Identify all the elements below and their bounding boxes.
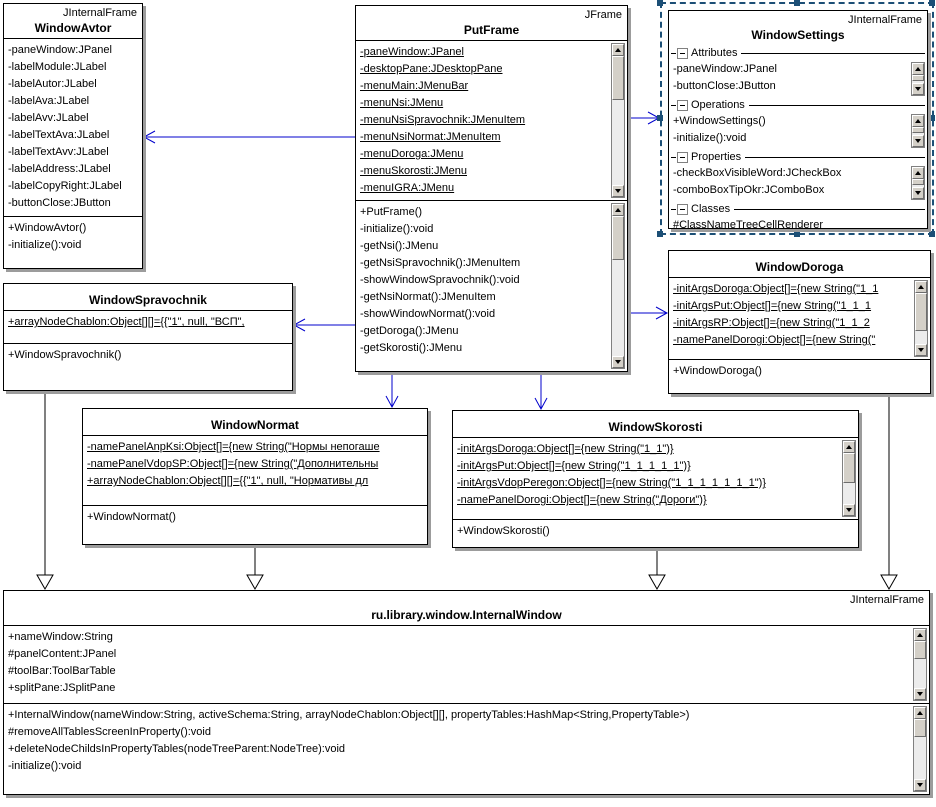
section-attributes-toggle[interactable]: Attributes <box>669 45 927 61</box>
triangle-up-icon <box>846 445 852 449</box>
member-row: -getNsiSpravochnik():JMenuItem <box>360 257 521 269</box>
scrollbar[interactable] <box>911 62 925 96</box>
scroll-track[interactable] <box>914 737 926 779</box>
scroll-thumb[interactable] <box>843 453 855 483</box>
scroll-up-button[interactable] <box>612 204 624 216</box>
scroll-up-button[interactable] <box>914 707 926 719</box>
operations-group <box>669 113 927 149</box>
attributes-compartment <box>453 437 858 519</box>
member-row: +WindowAvtor() <box>8 222 87 234</box>
association-putframe-windownormat[interactable] <box>386 372 398 407</box>
triangle-up-icon <box>917 711 923 715</box>
member-row: -initialize():void <box>8 239 82 251</box>
member-row: +deleteNodeChildsInPropertyTables(nodeTreeParent:NodeTree):void <box>8 743 346 755</box>
member-row: +arrayNodeChablon:Object[][]={{"1", null, "ВСП", <box>8 316 245 328</box>
attributes-compartment <box>669 277 930 359</box>
member-row: -initArgsDoroga:Object[]={new String("1_1 <box>673 283 879 295</box>
association-putframe-windowdoroga[interactable] <box>628 307 667 319</box>
attributes-compartment <box>4 38 142 216</box>
scrollbar[interactable] <box>911 166 925 200</box>
scroll-up-button[interactable] <box>912 167 924 179</box>
class-header <box>4 284 292 310</box>
association-putframe-windowsettings[interactable] <box>628 112 659 124</box>
properties-group <box>669 165 927 201</box>
class-window-spravochnik[interactable] <box>3 283 293 391</box>
scroll-down-button[interactable] <box>914 688 926 700</box>
member-row: +InternalWindow(nameWindow:String, activeSchema:String, arrayNodeChablon:Object[][], propertyTables:HashMap<String,PropertyTable>) <box>8 709 690 721</box>
selection-handle[interactable] <box>794 231 800 237</box>
member-row: -desktopPane:JDesktopPane <box>360 63 503 75</box>
scroll-track[interactable] <box>914 659 926 688</box>
generalization-windownormat-internalwindow[interactable] <box>247 545 263 589</box>
selection-handle[interactable] <box>929 231 935 237</box>
scroll-up-button[interactable] <box>843 441 855 453</box>
member-row: -initArgsDoroga:Object[]={new String("1_1")} <box>457 443 674 455</box>
member-row: -buttonClose:JButton <box>8 197 111 209</box>
triangle-down-icon <box>915 87 921 91</box>
scroll-track[interactable] <box>843 483 855 504</box>
member-row: -labelAvv:JLabel <box>8 112 89 124</box>
scrollbar[interactable] <box>611 203 625 369</box>
operations-compartment <box>453 519 858 547</box>
generalization-windowskorosti-internalwindow[interactable] <box>649 548 665 589</box>
selection-handle[interactable] <box>657 115 663 121</box>
triangle-up-icon <box>915 171 921 175</box>
member-row: -getNsiNormat():JMenuItem <box>360 291 496 303</box>
scroll-up-button[interactable] <box>912 63 924 75</box>
triangle-down-icon <box>917 783 923 787</box>
collapse-icon[interactable] <box>677 48 688 59</box>
attributes-compartment <box>4 310 292 343</box>
scroll-up-button[interactable] <box>914 629 926 641</box>
member-row: +WindowDoroga() <box>673 365 762 377</box>
triangle-up-icon <box>915 119 921 123</box>
class-putframe[interactable] <box>355 5 628 372</box>
class-window-normat[interactable] <box>82 408 428 545</box>
scroll-down-button[interactable] <box>843 504 855 516</box>
section-operations-toggle[interactable]: Operations <box>669 97 927 113</box>
rule-line <box>745 157 925 158</box>
scroll-thumb[interactable] <box>915 293 927 331</box>
member-row: -menuNsiNormat:JMenuItem <box>360 131 501 143</box>
member-row: -menuNsi:JMenu <box>360 97 444 109</box>
scroll-down-button[interactable] <box>912 83 924 95</box>
member-row: -menuDoroga:JMenu <box>360 148 464 160</box>
member-row: -menuNsiSpravochnik:JMenuItem <box>360 114 526 126</box>
stereotype-label: JInternalFrame <box>63 7 137 19</box>
scroll-up-button[interactable] <box>915 281 927 293</box>
triangle-down-icon <box>615 360 621 364</box>
triangle-up-icon <box>915 67 921 71</box>
member-row: -initialize():void <box>673 132 747 144</box>
tick-line <box>671 157 676 158</box>
member-row: -menuMain:JMenuBar <box>360 80 469 92</box>
class-name: WindowSpravochnik <box>89 293 207 307</box>
scroll-down-button[interactable] <box>912 187 924 199</box>
member-row: -labelAddress:JLabel <box>8 163 111 175</box>
scroll-track[interactable] <box>612 260 624 356</box>
member-row: -labelTextAva:JLabel <box>8 129 110 141</box>
collapse-icon[interactable] <box>677 152 688 163</box>
scrollbar[interactable] <box>911 114 925 148</box>
scroll-down-button[interactable] <box>914 779 926 791</box>
member-row: +WindowNormat() <box>87 511 176 523</box>
triangle-up-icon <box>917 633 923 637</box>
member-row: -menuSkorosti:JMenu <box>360 165 467 177</box>
rule-line <box>741 53 925 54</box>
member-row: -namePanelAnpKsi:Object[]={new String("Нормы непогаше <box>87 441 380 453</box>
triangle-down-icon <box>917 692 923 696</box>
tick-line <box>671 105 676 106</box>
member-row: -initArgsRP:Object[]={new String("1_1_2 <box>673 317 870 329</box>
scroll-down-button[interactable] <box>612 185 624 197</box>
class-name: WindowNormat <box>211 418 299 432</box>
member-row: -showWindowSpravochnik():void <box>360 274 520 286</box>
member-row: -getSkorosti():JMenu <box>360 342 463 354</box>
tick-line <box>671 53 676 54</box>
member-row: +WindowSpravochnik() <box>8 349 122 361</box>
selection-handle[interactable] <box>657 0 663 6</box>
selection-handle[interactable] <box>929 115 935 121</box>
class-window-skorosti[interactable] <box>452 410 859 548</box>
generalization-windowspravochnik-internalwindow[interactable] <box>37 392 53 589</box>
member-row: #ClassNameTreeCellRenderer <box>673 219 823 228</box>
triangle-down-icon <box>918 348 924 352</box>
operations-compartment <box>356 200 627 371</box>
member-row: -initArgsPut:Object[]={new String("1_1_1_1_1")} <box>457 460 691 472</box>
operations-compartment <box>4 343 292 390</box>
class-window-doroga[interactable] <box>668 250 931 394</box>
scrollbar[interactable] <box>913 706 927 792</box>
operations-compartment <box>4 703 929 794</box>
association-putframe-windowskorosti[interactable] <box>535 372 547 409</box>
class-name: WindowDoroga <box>755 260 844 274</box>
member-row: -labelAutor:JLabel <box>8 78 97 90</box>
member-row: -initialize():void <box>8 760 82 772</box>
section-classes-toggle[interactable]: Classes <box>669 201 927 217</box>
scroll-up-button[interactable] <box>612 44 624 56</box>
member-row: +PutFrame() <box>360 206 423 218</box>
association-putframe-windowspravochnik[interactable] <box>294 319 355 331</box>
operations-compartment <box>4 216 142 268</box>
member-row: -getDoroga():JMenu <box>360 325 459 337</box>
stereotype-label: JFrame <box>584 9 622 21</box>
class-header <box>4 591 929 625</box>
scroll-thumb[interactable] <box>914 641 926 659</box>
member-row: +WindowSettings() <box>673 115 766 127</box>
member-row: -buttonClose:JButton <box>673 80 776 92</box>
scrollbar[interactable] <box>913 628 927 701</box>
scroll-down-button[interactable] <box>915 344 927 356</box>
operations-compartment <box>83 505 427 544</box>
member-row: -checkBoxVisibleWord:JCheckBox <box>673 167 842 179</box>
scroll-thumb[interactable] <box>914 719 926 737</box>
class-header <box>83 409 427 435</box>
class-name: ru.library.window.InternalWindow <box>371 608 562 622</box>
association-putframe-windowavtor[interactable] <box>144 131 355 143</box>
member-row: +splitPane:JSplitPane <box>8 682 116 694</box>
scroll-thumb[interactable] <box>612 216 624 260</box>
generalization-windowdoroga-internalwindow[interactable] <box>881 394 897 589</box>
attributes-compartment <box>4 625 929 703</box>
member-row: -namePanelVdopSP:Object[]={new String("Дополнительны <box>87 458 379 470</box>
class-header <box>669 11 927 45</box>
triangle-up-icon <box>918 285 924 289</box>
member-row: +nameWindow:String <box>8 631 113 643</box>
member-row: -initArgsVdopPeregon:Object[]={new String("1_1_1_1_1_1_1")} <box>457 477 766 489</box>
scroll-up-button[interactable] <box>912 115 924 127</box>
class-name: WindowAvtor <box>34 21 112 35</box>
rule-line <box>749 105 925 106</box>
collapse-icon[interactable] <box>677 204 688 215</box>
member-row: +arrayNodeChablon:Object[][]={{"1", null, "Нормативы дл <box>87 475 369 487</box>
member-row: -namePanelDorogi:Object[]={new String(" <box>673 334 876 346</box>
scroll-down-button[interactable] <box>612 356 624 368</box>
member-row: -initialize():void <box>360 223 434 235</box>
selection-handle[interactable] <box>929 0 935 6</box>
class-name: WindowSettings <box>751 28 845 42</box>
rule-line <box>734 209 925 210</box>
member-row: -paneWindow:JPanel <box>8 44 112 56</box>
class-header <box>356 6 627 40</box>
scrollbar[interactable] <box>914 280 928 357</box>
tick-line <box>671 209 676 210</box>
collapse-icon[interactable] <box>677 100 688 111</box>
attributes-compartment <box>356 40 627 200</box>
member-row: -namePanelDorogi:Object[]={new String("Дороги")} <box>457 494 707 506</box>
scroll-track[interactable] <box>612 100 624 185</box>
member-row: #panelContent:JPanel <box>8 648 117 660</box>
class-header <box>669 251 930 277</box>
member-row: -labelModule:JLabel <box>8 61 107 73</box>
selection-handle[interactable] <box>657 231 663 237</box>
triangle-up-icon <box>615 208 621 212</box>
selection-handle[interactable] <box>794 0 800 6</box>
class-window-settings[interactable] <box>668 10 928 229</box>
attributes-compartment <box>83 435 427 505</box>
member-row: +WindowSkorosti() <box>457 525 550 537</box>
member-row: -labelCopyRight:JLabel <box>8 180 122 192</box>
class-name: PutFrame <box>463 23 520 37</box>
scrollbar[interactable] <box>842 440 856 517</box>
member-row: -menuIGRA:JMenu <box>360 182 455 194</box>
class-name: WindowSkorosti <box>608 420 703 434</box>
operations-compartment <box>669 359 930 393</box>
triangle-down-icon <box>846 508 852 512</box>
member-row: -paneWindow:JPanel <box>673 63 777 75</box>
member-row: -getNsi():JMenu <box>360 240 439 252</box>
scroll-thumb[interactable] <box>612 56 624 100</box>
class-header <box>4 4 142 38</box>
triangle-down-icon <box>615 189 621 193</box>
triangle-down-icon <box>915 191 921 195</box>
member-row: -initArgsPut:Object[]={new String("1_1_1 <box>673 300 872 312</box>
classes-group <box>669 217 927 228</box>
class-header <box>453 411 858 437</box>
triangle-up-icon <box>615 48 621 52</box>
member-row: #toolBar:ToolBarTable <box>8 665 116 677</box>
triangle-down-icon <box>915 139 921 143</box>
stereotype-label: JInternalFrame <box>850 594 924 606</box>
scrollbar[interactable] <box>611 43 625 198</box>
scroll-down-button[interactable] <box>912 135 924 147</box>
member-row: -labelAva:JLabel <box>8 95 90 107</box>
class-window-avtor[interactable] <box>3 3 143 269</box>
member-row: -labelTextAvv:JLabel <box>8 146 109 158</box>
member-row: -comboBoxTipOkr:JComboBox <box>673 184 825 196</box>
member-row: -showWindowNormat():void <box>360 308 496 320</box>
member-row: -paneWindow:JPanel <box>360 46 464 58</box>
attributes-group <box>669 61 927 97</box>
scroll-track[interactable] <box>915 331 927 344</box>
member-row: #removeAllTablesScreenInProperty():void <box>8 726 211 738</box>
stereotype-label: JInternalFrame <box>848 14 922 26</box>
section-properties-toggle[interactable]: Properties <box>669 149 927 165</box>
class-internal-window[interactable] <box>3 590 930 795</box>
